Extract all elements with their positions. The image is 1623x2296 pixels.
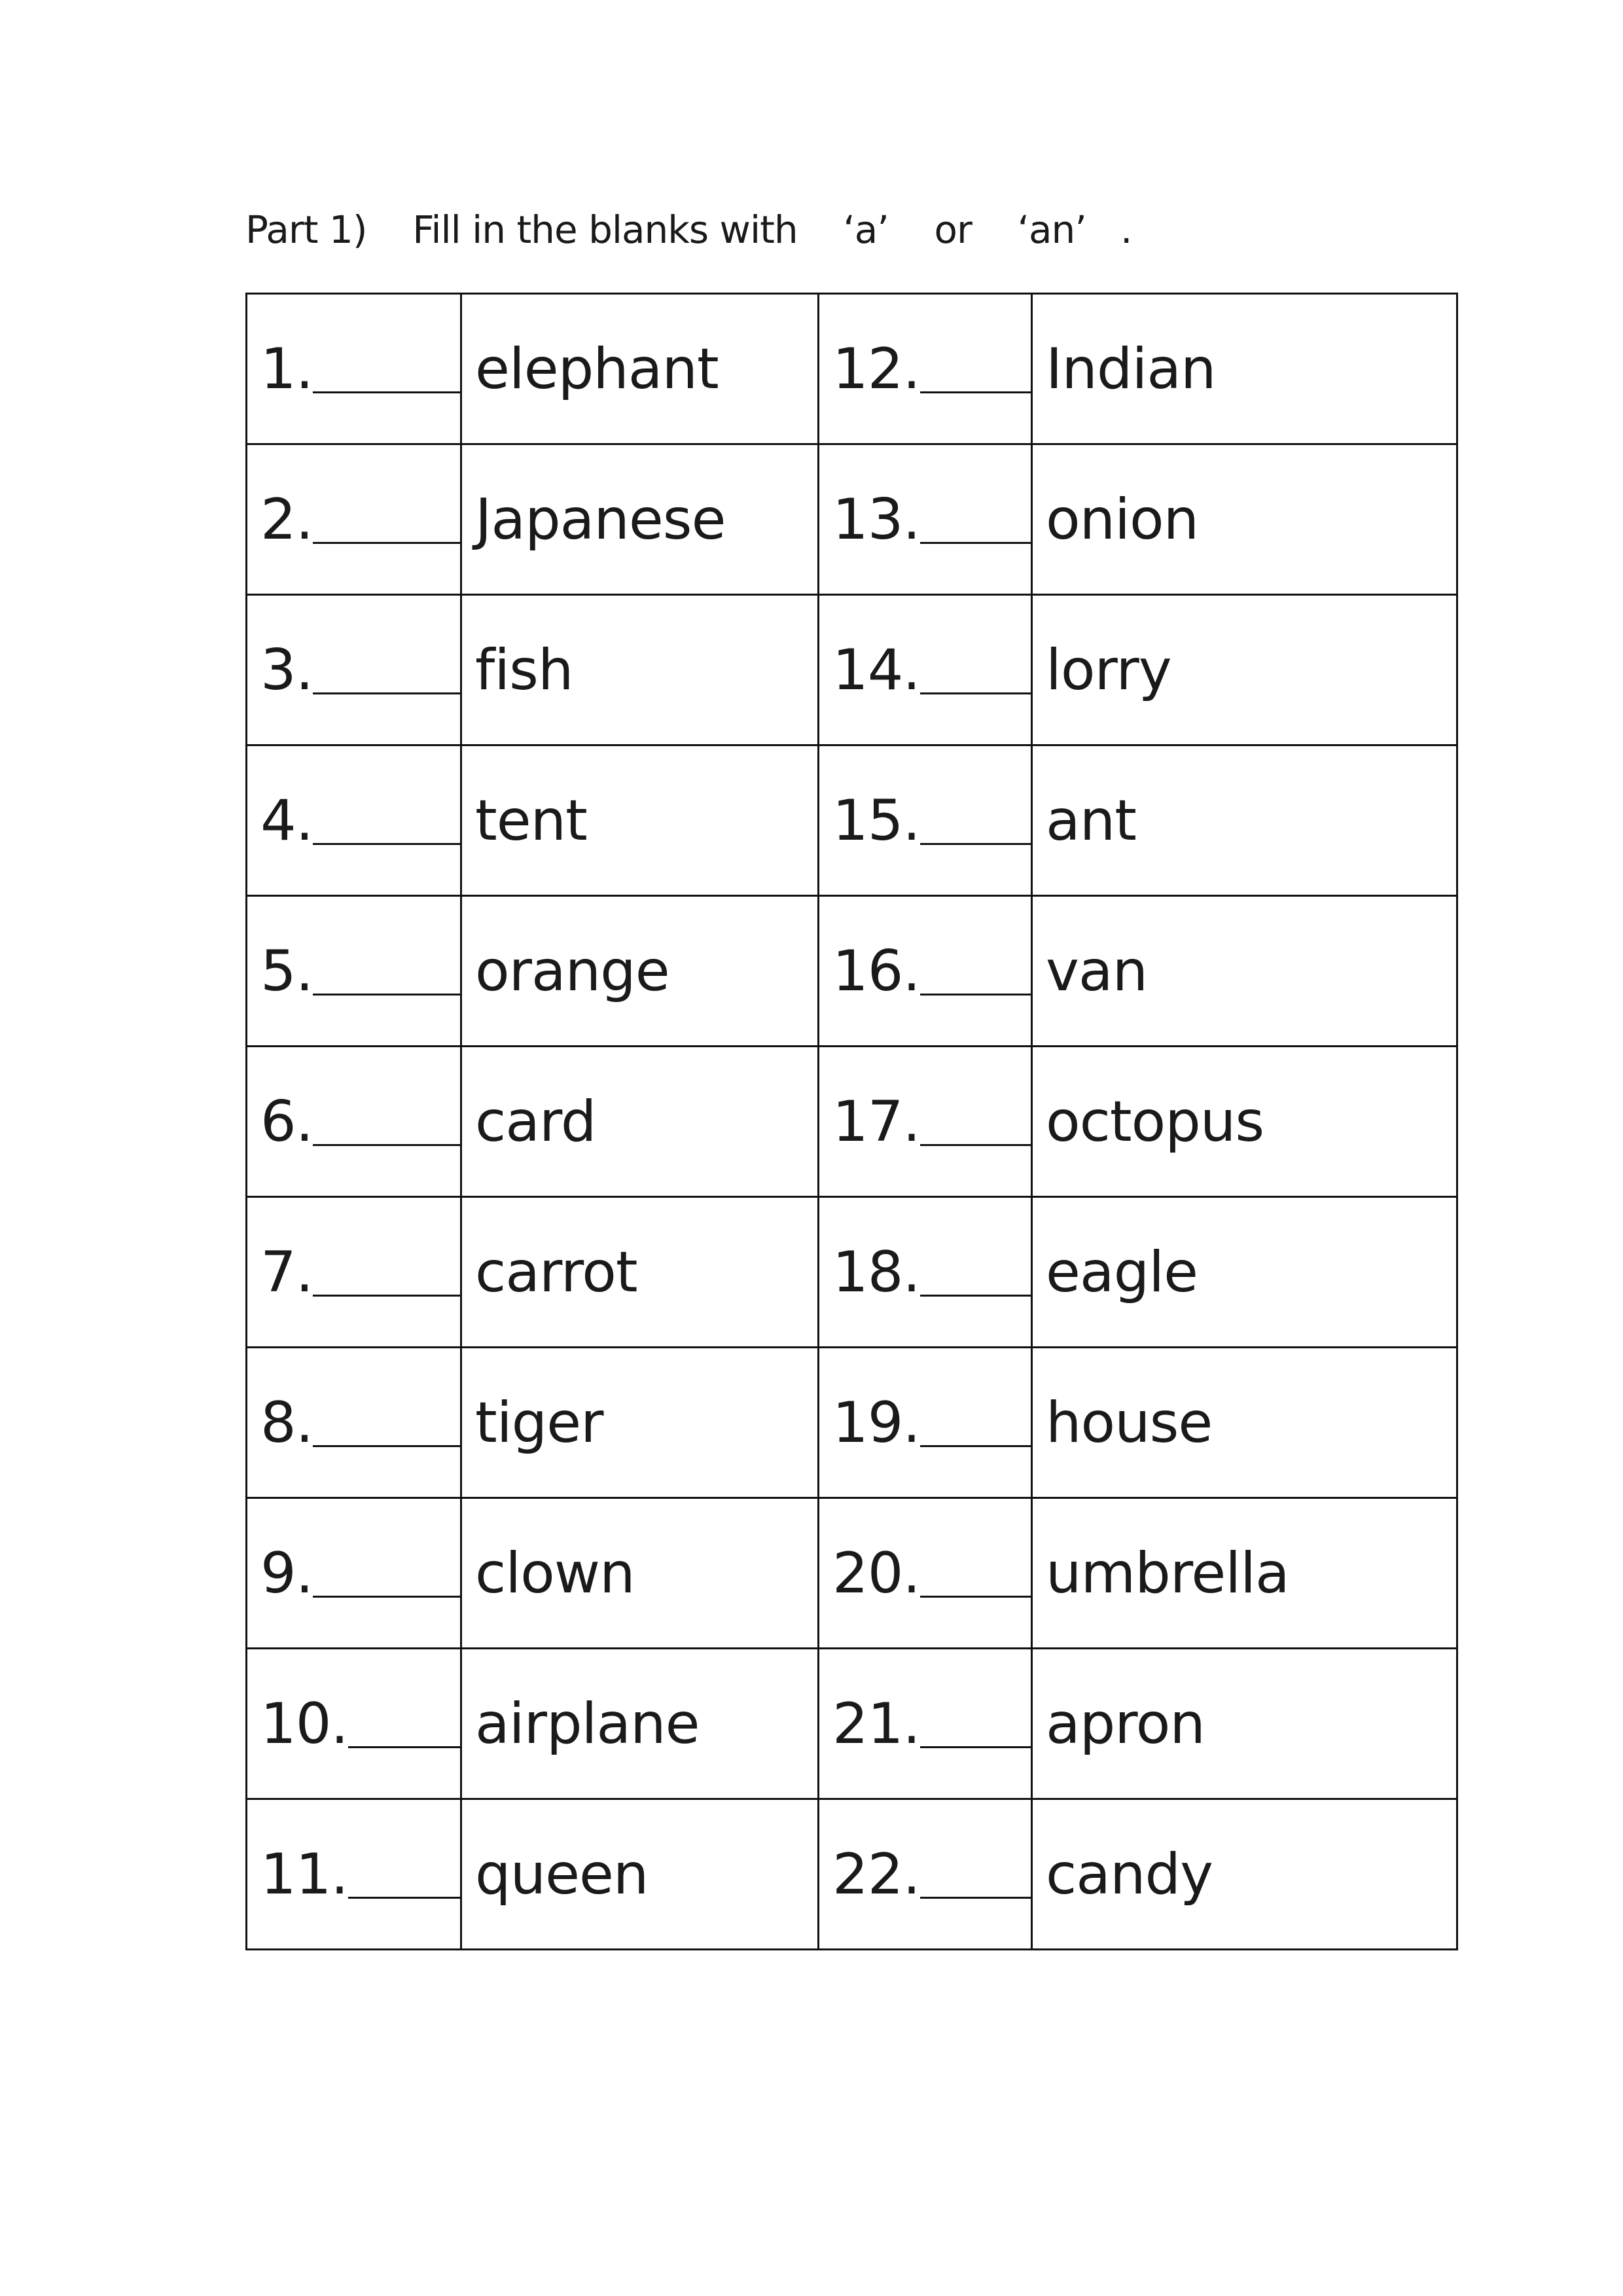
item-number-cell [819, 745, 1032, 896]
table-row [247, 896, 1457, 1047]
item-number-cell [819, 1799, 1032, 1950]
item-number-cell [819, 595, 1032, 745]
item-word: Indian [1032, 294, 1457, 444]
answer-blank[interactable] [313, 796, 460, 845]
item-number-cell [819, 1498, 1032, 1649]
item-number-cell [247, 595, 461, 745]
item-number-cell [247, 896, 461, 1047]
answer-blank[interactable] [348, 1850, 460, 1899]
item-number-cell [819, 896, 1032, 1047]
item-number: 22. [832, 1841, 920, 1907]
item-number: 3. [260, 637, 313, 703]
table-row [247, 1498, 1457, 1649]
item-number-cell [247, 1047, 461, 1197]
item-number: 12. [832, 336, 920, 402]
item-number: 8. [260, 1390, 313, 1456]
answer-blank[interactable] [313, 495, 460, 544]
answer-blank[interactable] [348, 1699, 460, 1748]
item-number-cell [819, 1348, 1032, 1498]
worksheet-heading: Part 1) Fill in the blanks with ‘a’ or ‘an’ . [245, 207, 1132, 252]
item-word: clown [461, 1498, 819, 1649]
item-number: 9. [260, 1540, 313, 1606]
answer-blank[interactable] [313, 1398, 460, 1447]
table-row [247, 1197, 1457, 1348]
item-word: airplane [461, 1649, 819, 1799]
item-word: elephant [461, 294, 819, 444]
item-number: 5. [260, 938, 313, 1004]
answer-blank[interactable] [313, 1247, 460, 1297]
answer-blank[interactable] [920, 1398, 1031, 1447]
item-number-cell [819, 1197, 1032, 1348]
answer-blank[interactable] [313, 1549, 460, 1598]
answer-blank[interactable] [920, 495, 1031, 544]
answer-blank[interactable] [920, 946, 1031, 996]
answer-blank[interactable] [920, 344, 1031, 393]
table-row [247, 1047, 1457, 1197]
item-number: 15. [832, 787, 920, 853]
item-number-cell [819, 1649, 1032, 1799]
item-number: 11. [260, 1841, 348, 1907]
table-row [247, 1799, 1457, 1950]
item-word: octopus [1032, 1047, 1457, 1197]
table-row [247, 1348, 1457, 1498]
item-number: 21. [832, 1691, 920, 1757]
item-number: 16. [832, 938, 920, 1004]
item-word: tiger [461, 1348, 819, 1498]
table-row [247, 745, 1457, 896]
item-number: 6. [260, 1088, 313, 1155]
answer-blank[interactable] [313, 1097, 460, 1146]
item-word: umbrella [1032, 1498, 1457, 1649]
item-number: 1. [260, 336, 313, 402]
item-word: queen [461, 1799, 819, 1950]
item-word: onion [1032, 444, 1457, 595]
table-row [247, 595, 1457, 745]
item-number-cell [819, 1047, 1032, 1197]
answer-blank[interactable] [920, 796, 1031, 845]
item-number-cell [819, 294, 1032, 444]
table-row [247, 1649, 1457, 1799]
table-body [247, 294, 1457, 1950]
item-number: 13. [832, 486, 920, 552]
item-word: card [461, 1047, 819, 1197]
item-word: candy [1032, 1799, 1457, 1950]
item-word: fish [461, 595, 819, 745]
item-number: 18. [832, 1239, 920, 1305]
answer-blank[interactable] [920, 1549, 1031, 1598]
item-number: 14. [832, 637, 920, 703]
item-number: 2. [260, 486, 313, 552]
answer-blank[interactable] [920, 1699, 1031, 1748]
item-word: eagle [1032, 1197, 1457, 1348]
item-word: carrot [461, 1197, 819, 1348]
answer-blank[interactable] [313, 946, 460, 996]
answer-blank[interactable] [920, 645, 1031, 694]
item-word: Japanese [461, 444, 819, 595]
item-number-cell [247, 1197, 461, 1348]
item-word: ant [1032, 745, 1457, 896]
fill-in-table [245, 293, 1458, 1950]
item-word: house [1032, 1348, 1457, 1498]
item-number-cell [819, 444, 1032, 595]
answer-blank[interactable] [920, 1850, 1031, 1899]
item-number: 17. [832, 1088, 920, 1155]
item-number: 20. [832, 1540, 920, 1606]
table-row [247, 294, 1457, 444]
item-number-cell [247, 444, 461, 595]
item-word: lorry [1032, 595, 1457, 745]
item-number-cell [247, 745, 461, 896]
item-number-cell [247, 1649, 461, 1799]
item-number: 19. [832, 1390, 920, 1456]
answer-blank[interactable] [313, 344, 460, 393]
item-number: 10. [260, 1691, 348, 1757]
item-number-cell [247, 1348, 461, 1498]
item-number: 7. [260, 1239, 313, 1305]
item-number-cell [247, 1498, 461, 1649]
answer-blank[interactable] [920, 1247, 1031, 1297]
item-word: orange [461, 896, 819, 1047]
item-number-cell [247, 1799, 461, 1950]
item-number-cell [247, 294, 461, 444]
item-word: apron [1032, 1649, 1457, 1799]
answer-blank[interactable] [313, 645, 460, 694]
item-word: tent [461, 745, 819, 896]
item-word: van [1032, 896, 1457, 1047]
item-number: 4. [260, 787, 313, 853]
answer-blank[interactable] [920, 1097, 1031, 1146]
table-row [247, 444, 1457, 595]
